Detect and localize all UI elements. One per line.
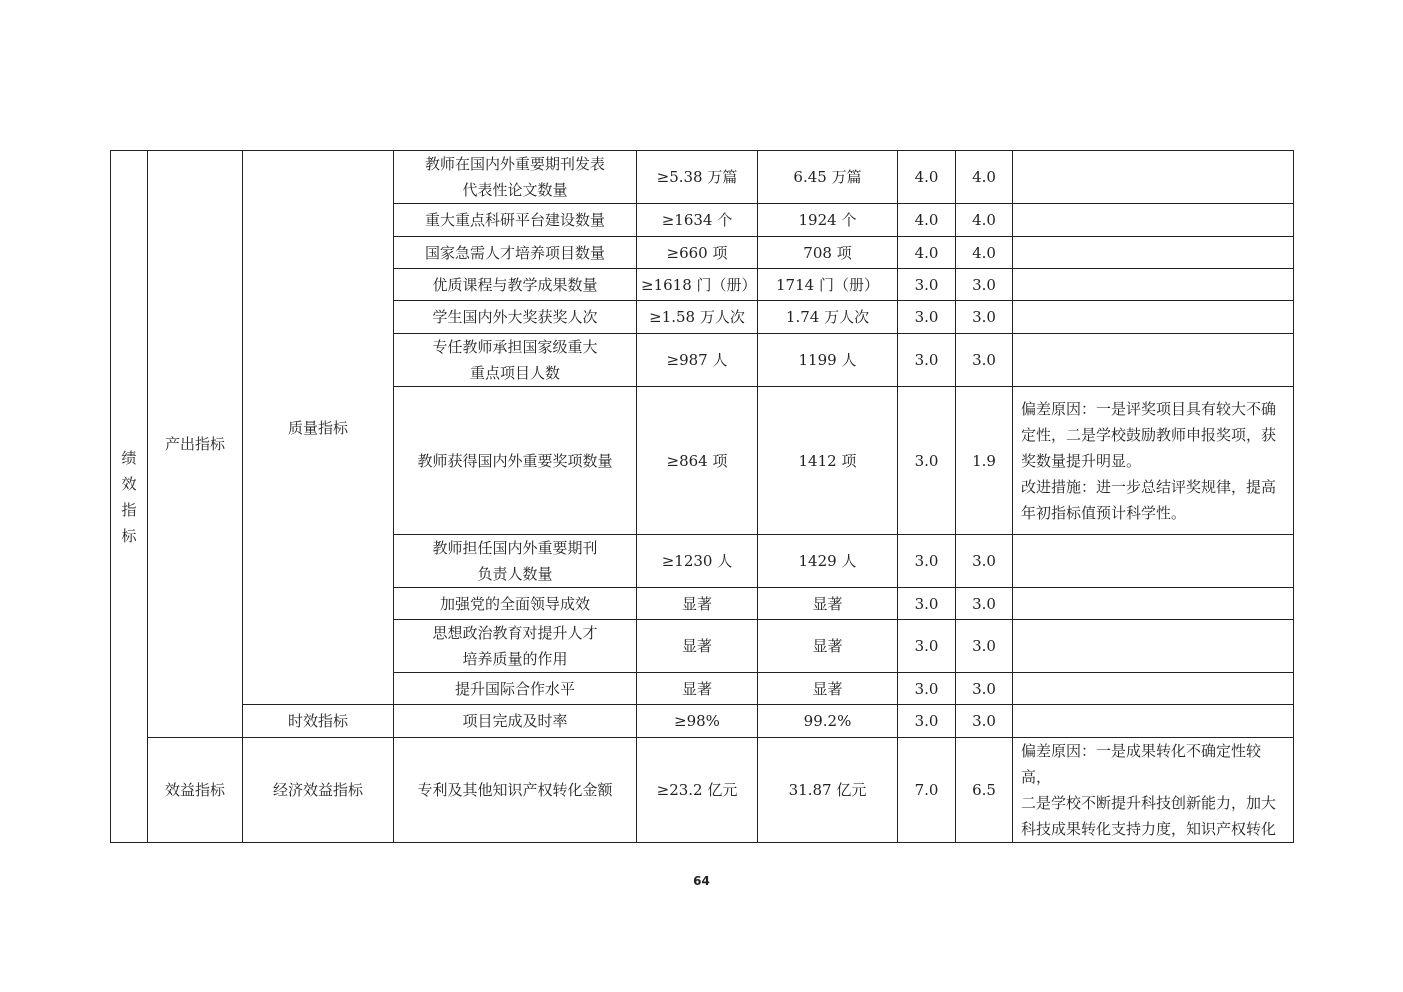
table-row	[111, 151, 1294, 204]
note-cell	[1013, 237, 1294, 269]
indicator-line: 代表性论文数量	[462, 181, 568, 199]
level3-timeliness-cell: 时效指标	[243, 705, 394, 738]
actual-cell: 1412 项	[758, 387, 898, 535]
weight-cell: 3.0	[898, 705, 956, 738]
indicator-cell: 加强党的全面领导成效	[394, 588, 637, 620]
target-cell: ≥23.2 亿元	[637, 738, 758, 843]
score-cell: 3.0	[956, 620, 1013, 673]
note-cell	[1013, 705, 1294, 738]
indicator-cell: 学生国内外大奖获奖人次	[394, 301, 637, 334]
actual-cell: 99.2%	[758, 705, 898, 738]
note-line: 科技成果转化支持力度，知识产权转化	[1021, 820, 1277, 838]
actual-cell: 1429 人	[758, 535, 898, 588]
target-cell: ≥98%	[637, 705, 758, 738]
target-cell: ≥1618 门（册）	[637, 269, 758, 301]
score-cell: 4.0	[956, 151, 1013, 204]
weight-cell: 3.0	[898, 301, 956, 334]
target-cell: ≥987 人	[637, 334, 758, 387]
actual-cell: 显著	[758, 588, 898, 620]
weight-cell: 3.0	[898, 535, 956, 588]
target-cell: ≥864 项	[637, 387, 758, 535]
weight-cell: 3.0	[898, 620, 956, 673]
weight-cell: 4.0	[898, 151, 956, 204]
note-line: 偏差原因：一是评奖项目具有较大不确	[1021, 399, 1277, 418]
actual-cell: 1199 人	[758, 334, 898, 387]
page-number: 64	[693, 874, 710, 888]
score-cell: 4.0	[956, 204, 1013, 237]
weight-cell: 7.0	[898, 738, 956, 843]
level3-economic-cell: 经济效益指标	[243, 738, 394, 843]
note-line: 定性，二是学校鼓励教师申报奖项，获	[1021, 425, 1277, 444]
score-cell: 3.0	[956, 705, 1013, 738]
weight-cell: 3.0	[898, 673, 956, 705]
table-row	[111, 738, 1294, 843]
note-cell	[1013, 269, 1294, 301]
indicator-cell: 专利及其他知识产权转化金额	[394, 738, 637, 843]
actual-cell: 708 项	[758, 237, 898, 269]
weight-cell: 3.0	[898, 334, 956, 387]
indicator-cell	[394, 535, 637, 588]
score-cell: 3.0	[956, 588, 1013, 620]
note-line: 二是学校不断提升科技创新能力，加大	[1021, 794, 1277, 812]
level2-benefit-cell: 效益指标	[148, 738, 243, 843]
indicator-line: 培养质量的作用	[462, 650, 568, 668]
target-cell: ≥1634 个	[637, 204, 758, 237]
level2-output-cell: 产出指标	[148, 151, 243, 738]
score-cell: 3.0	[956, 673, 1013, 705]
score-cell: 1.9	[956, 387, 1013, 535]
level3-quality-cell: 质量指标	[243, 151, 394, 705]
actual-cell: 1.74 万人次	[758, 301, 898, 334]
weight-cell: 4.0	[898, 204, 956, 237]
indicator-line: 负责人数量	[477, 565, 553, 583]
score-cell: 3.0	[956, 334, 1013, 387]
indicator-line: 教师在国内外重要期刊发表	[424, 155, 605, 173]
level1-char: 绩	[121, 448, 137, 467]
weight-cell: 4.0	[898, 237, 956, 269]
note-cell	[1013, 738, 1294, 843]
score-cell: 4.0	[956, 237, 1013, 269]
indicator-cell	[394, 151, 637, 204]
indicator-cell: 国家急需人才培养项目数量	[394, 237, 637, 269]
target-cell: 显著	[637, 588, 758, 620]
level1-char: 标	[121, 526, 137, 545]
indicator-cell	[394, 620, 637, 673]
note-cell	[1013, 620, 1294, 673]
note-cell	[1013, 588, 1294, 620]
note-line: 年初指标值预计科学性。	[1021, 503, 1187, 522]
level1-char: 指	[121, 500, 137, 519]
target-cell: 显著	[637, 620, 758, 673]
note-line: 改进措施：进一步总结评奖规律，提高	[1021, 477, 1277, 496]
performance-indicator-table	[110, 150, 1294, 843]
actual-cell: 1714 门（册）	[758, 269, 898, 301]
note-cell	[1013, 535, 1294, 588]
indicator-line: 重点项目人数	[469, 364, 560, 382]
indicator-cell: 项目完成及时率	[394, 705, 637, 738]
note-line: 偏差原因：一是成果转化不确定性较高，	[1021, 742, 1262, 786]
weight-cell: 3.0	[898, 387, 956, 535]
indicator-cell: 重大重点科研平台建设数量	[394, 204, 637, 237]
target-cell: 显著	[637, 673, 758, 705]
indicator-cell: 教师获得国内外重要奖项数量	[394, 387, 637, 535]
target-cell: ≥5.38 万篇	[637, 151, 758, 204]
level1-char: 效	[121, 474, 137, 493]
actual-cell: 显著	[758, 673, 898, 705]
indicator-line: 思想政治教育对提升人才	[432, 624, 598, 642]
table-row	[111, 705, 1294, 738]
weight-cell: 3.0	[898, 588, 956, 620]
indicator-cell: 优质课程与教学成果数量	[394, 269, 637, 301]
note-cell	[1013, 204, 1294, 237]
actual-cell: 31.87 亿元	[758, 738, 898, 843]
note-cell	[1013, 673, 1294, 705]
indicator-cell: 提升国际合作水平	[394, 673, 637, 705]
actual-cell: 显著	[758, 620, 898, 673]
note-cell	[1013, 387, 1294, 535]
target-cell: ≥1230 人	[637, 535, 758, 588]
target-cell: ≥1.58 万人次	[637, 301, 758, 334]
actual-cell: 1924 个	[758, 204, 898, 237]
indicator-line: 教师担任国内外重要期刊	[432, 539, 598, 557]
note-cell	[1013, 151, 1294, 204]
actual-cell: 6.45 万篇	[758, 151, 898, 204]
weight-cell: 3.0	[898, 269, 956, 301]
level1-cell	[111, 151, 148, 843]
note-cell	[1013, 301, 1294, 334]
score-cell: 3.0	[956, 269, 1013, 301]
score-cell: 3.0	[956, 535, 1013, 588]
score-cell: 6.5	[956, 738, 1013, 843]
score-cell: 3.0	[956, 301, 1013, 334]
note-line: 奖数量提升明显。	[1021, 451, 1142, 470]
indicator-cell	[394, 334, 637, 387]
note-cell	[1013, 334, 1294, 387]
indicator-line: 专任教师承担国家级重大	[432, 338, 598, 356]
target-cell: ≥660 项	[637, 237, 758, 269]
